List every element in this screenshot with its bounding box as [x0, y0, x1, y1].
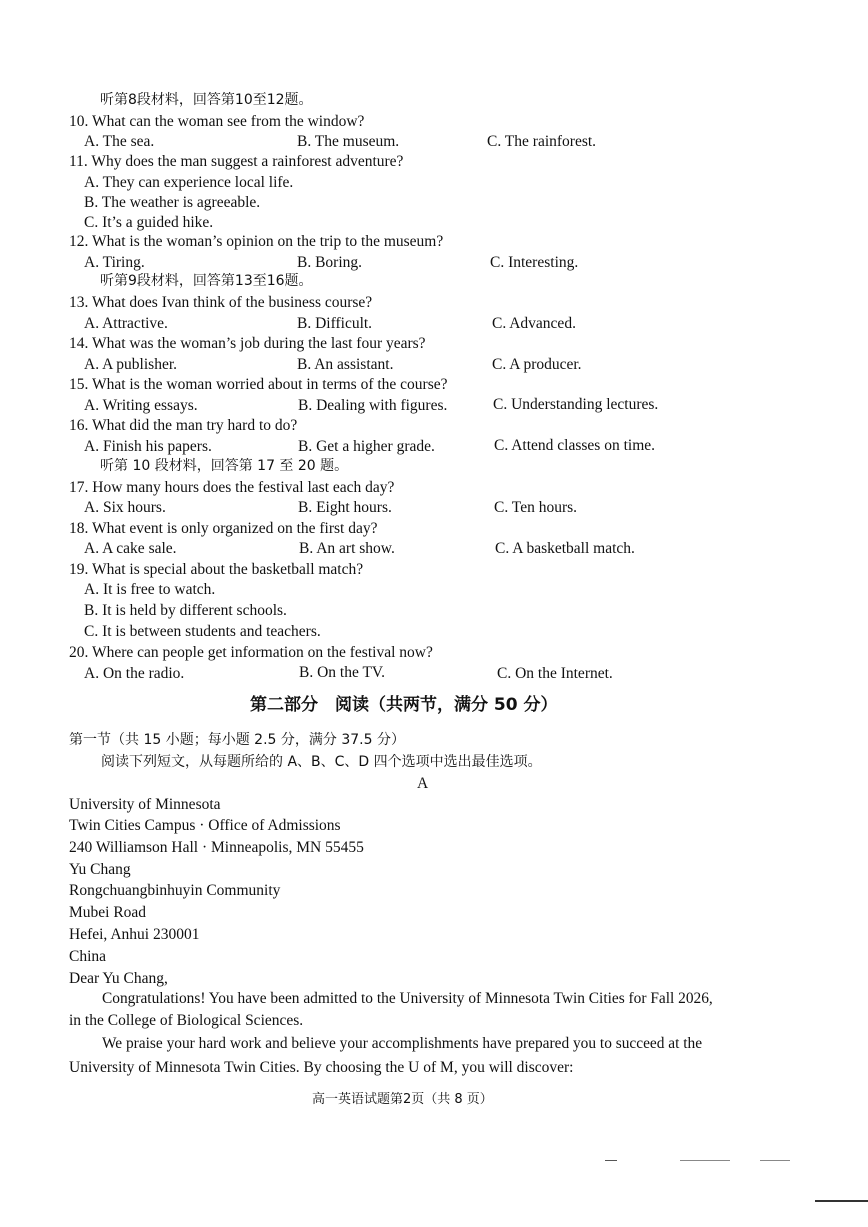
- recipient-line-5: China: [69, 948, 107, 965]
- scan-mark: [680, 1160, 730, 1161]
- question-14-option-a: A. A publisher.: [84, 356, 178, 373]
- question-19-option-b: B. It is held by different schools.: [84, 602, 287, 619]
- question-19-option-c: C. It is between students and teachers.: [84, 623, 321, 640]
- question-17-option-a: A. Six hours.: [84, 499, 166, 516]
- recipient-line-4: Hefei, Anhui 230001: [69, 926, 200, 943]
- sender-line-2: Twin Cities Campus · Office of Admissions: [69, 817, 341, 834]
- question-16-option-c: C. Attend classes on time.: [494, 437, 656, 454]
- listening-intro-8: 听第8段材料，回答第10至12题。: [100, 92, 313, 108]
- question-13-option-a: A. Attractive.: [84, 315, 168, 332]
- question-16-option-a: A. Finish his papers.: [84, 438, 212, 455]
- scan-mark: [760, 1160, 790, 1161]
- section-one-heading: 第一节（共 15 小题；每小题 2.5 分，满分 37.5 分）: [69, 732, 405, 748]
- letter-greeting: Dear Yu Chang,: [69, 970, 168, 987]
- recipient-line-1: Yu Chang: [69, 861, 131, 878]
- letter-paragraph-1-line-2: in the College of Biological Sciences.: [69, 1012, 304, 1029]
- passage-letter: A: [417, 775, 429, 792]
- question-10-stem: 10. What can the woman see from the window?: [69, 113, 365, 130]
- question-11-stem: 11. Why does the man suggest a rainforest adventure?: [69, 153, 404, 170]
- question-12-option-c: C. Interesting.: [490, 254, 579, 271]
- sender-line-1: University of Minnesota: [69, 796, 221, 813]
- question-18-option-b: B. An art show.: [299, 540, 395, 557]
- recipient-line-3: Mubei Road: [69, 904, 147, 921]
- question-10-option-a: A. The sea.: [84, 133, 155, 150]
- question-12-option-a: A. Tiring.: [84, 254, 145, 271]
- part-two-heading: 第二部分 阅读（共两节，满分 50 分）: [250, 695, 558, 715]
- question-20-stem: 20. Where can people get information on the festival now?: [69, 644, 433, 661]
- letter-paragraph-1-line-1: Congratulations! You have been admitted to the University of Minnesota Twin Cities for Fall 2026,: [102, 990, 713, 1007]
- question-18-option-c: C. A basketball match.: [495, 540, 635, 557]
- question-11-option-b: B. The weather is agreeable.: [84, 194, 261, 211]
- question-18-option-a: A. A cake sale.: [84, 540, 177, 557]
- question-13-stem: 13. What does Ivan think of the business course?: [69, 294, 373, 311]
- question-14-option-b: B. An assistant.: [297, 356, 394, 373]
- question-20-option-c: C. On the Internet.: [497, 665, 613, 682]
- question-15-stem: 15. What is the woman worried about in terms of the course?: [69, 376, 448, 393]
- question-16-stem: 16. What did the man try hard to do?: [69, 417, 298, 434]
- question-19-stem: 19. What is special about the basketball match?: [69, 561, 364, 578]
- scan-mark: [815, 1200, 868, 1202]
- question-18-stem: 18. What event is only organized on the first day?: [69, 520, 378, 537]
- letter-paragraph-2-line-2: University of Minnesota Twin Cities. By choosing the U of M, you will discover:: [69, 1059, 574, 1076]
- question-13-option-b: B. Difficult.: [297, 315, 373, 332]
- scan-mark: [605, 1160, 617, 1161]
- recipient-line-2: Rongchuangbinhuyin Community: [69, 882, 281, 899]
- question-16-option-b: B. Get a higher grade.: [298, 438, 435, 455]
- question-15-option-a: A. Writing essays.: [84, 397, 198, 414]
- question-14-stem: 14. What was the woman’s job during the last four years?: [69, 335, 426, 352]
- reading-instruction: 阅读下列短文，从每题所给的 A、B、C、D 四个选项中选出最佳选项。: [101, 754, 542, 770]
- question-12-option-b: B. Boring.: [297, 254, 363, 271]
- listening-intro-9: 听第9段材料，回答第13至16题。: [100, 273, 313, 289]
- question-14-option-c: C. A producer.: [492, 356, 582, 373]
- question-15-option-c: C. Understanding lectures.: [493, 396, 659, 413]
- question-17-option-b: B. Eight hours.: [298, 499, 392, 516]
- question-15-option-b: B. Dealing with figures.: [298, 397, 448, 414]
- question-12-stem: 12. What is the woman’s opinion on the trip to the museum?: [69, 233, 444, 250]
- question-19-option-a: A. It is free to watch.: [84, 581, 216, 598]
- question-13-option-c: C. Advanced.: [492, 315, 576, 332]
- page-footer: 高一英语试题第2页（共 8 页）: [312, 1092, 493, 1107]
- question-17-option-c: C. Ten hours.: [494, 499, 578, 516]
- question-20-option-b: B. On the TV.: [299, 664, 385, 681]
- question-11-option-a: A. They can experience local life.: [84, 174, 294, 191]
- question-17-stem: 17. How many hours does the festival last each day?: [69, 479, 395, 496]
- question-10-option-c: C. The rainforest.: [487, 133, 597, 150]
- question-10-option-b: B. The museum.: [297, 133, 400, 150]
- sender-line-3: 240 Williamson Hall · Minneapolis, MN 55455: [69, 839, 364, 856]
- question-20-option-a: A. On the radio.: [84, 665, 185, 682]
- letter-paragraph-2-line-1: We praise your hard work and believe your accomplishments have prepared you to succeed at the: [102, 1035, 703, 1052]
- listening-intro-10: 听第 10 段材料，回答第 17 至 20 题。: [100, 458, 349, 474]
- question-11-option-c: C. It’s a guided hike.: [84, 214, 214, 231]
